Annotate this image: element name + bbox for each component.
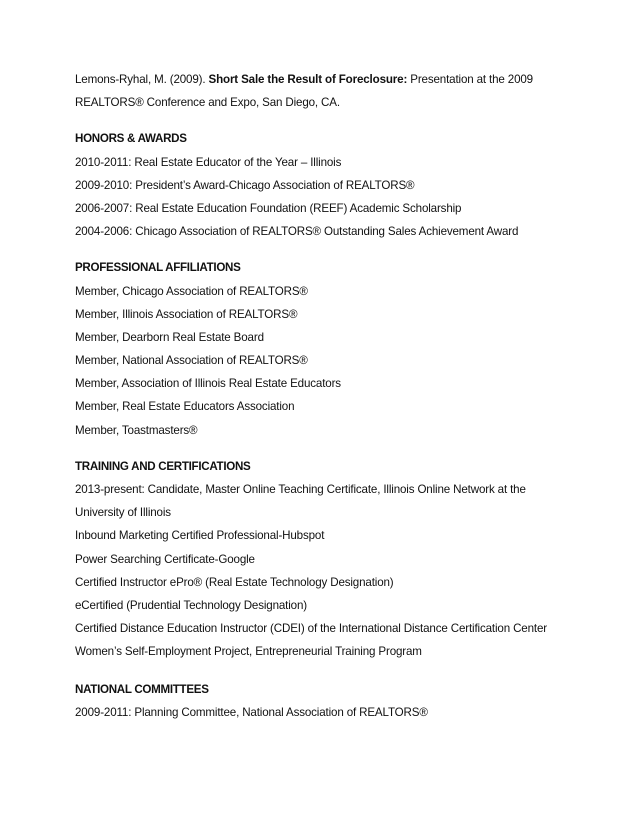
training-heading: TRAINING AND CERTIFICATIONS xyxy=(75,459,251,473)
publication-authors: Lemons-Ryhal, M. (2009). xyxy=(75,73,209,86)
training-item: Women’s Self-Employment Project, Entrepreneurial Training Program xyxy=(75,645,422,659)
affiliation-item: Member, Association of Illinois Real Estate Educators xyxy=(75,377,341,391)
training-item: Power Searching Certificate-Google xyxy=(75,552,255,566)
affiliation-item: Member, National Association of REALTORS® xyxy=(75,354,308,368)
affiliation-item: Member, Toastmasters® xyxy=(75,423,198,437)
training-item: Certified Instructor ePro® (Real Estate Technology Designation) xyxy=(75,575,394,589)
publication-line-2: REALTORS® Conference and Expo, San Diego, CA. xyxy=(75,96,340,110)
training-item: 2013-present: Candidate, Master Online Teaching Certificate, Illinois Online Network at the xyxy=(75,483,526,496)
honors-item: 2004-2006: Chicago Association of REALTORS® Outstanding Sales Achievement Award xyxy=(75,225,519,239)
committee-item: 2009-2011: Planning Committee, National Association of REALTORS® xyxy=(75,705,428,719)
publication-line-1 xyxy=(75,68,615,91)
resume-page xyxy=(75,68,615,724)
affiliation-item: Member, Chicago Association of REALTORS® xyxy=(75,284,308,298)
affiliation-item: Member, Real Estate Educators Association xyxy=(75,400,295,414)
training-item: Certified Distance Education Instructor (CDEI) of the International Distance Certification Center xyxy=(75,622,547,636)
training-item: Inbound Marketing Certified Professional-Hubspot xyxy=(75,529,325,543)
honors-item: 2010-2011: Real Estate Educator of the Year – Illinois xyxy=(75,155,342,169)
affiliations-heading: PROFESSIONAL AFFILIATIONS xyxy=(75,261,241,275)
honors-item: 2009-2010: President’s Award-Chicago Association of REALTORS® xyxy=(75,178,415,192)
publication-venue: Presentation at the 2009 xyxy=(407,73,533,86)
affiliation-item: Member, Illinois Association of REALTORS® xyxy=(75,307,298,321)
committees-heading: NATIONAL COMMITTEES xyxy=(75,682,209,696)
honors-item: 2006-2007: Real Estate Education Foundation (REEF) Academic Scholarship xyxy=(75,201,462,215)
training-item: University of Illinois xyxy=(75,506,171,520)
affiliation-item: Member, Dearborn Real Estate Board xyxy=(75,330,264,344)
publication-title: Short Sale the Result of Foreclosure: xyxy=(208,73,408,86)
training-item: eCertified (Prudential Technology Designation) xyxy=(75,598,307,612)
honors-heading: HONORS & AWARDS xyxy=(75,132,187,146)
